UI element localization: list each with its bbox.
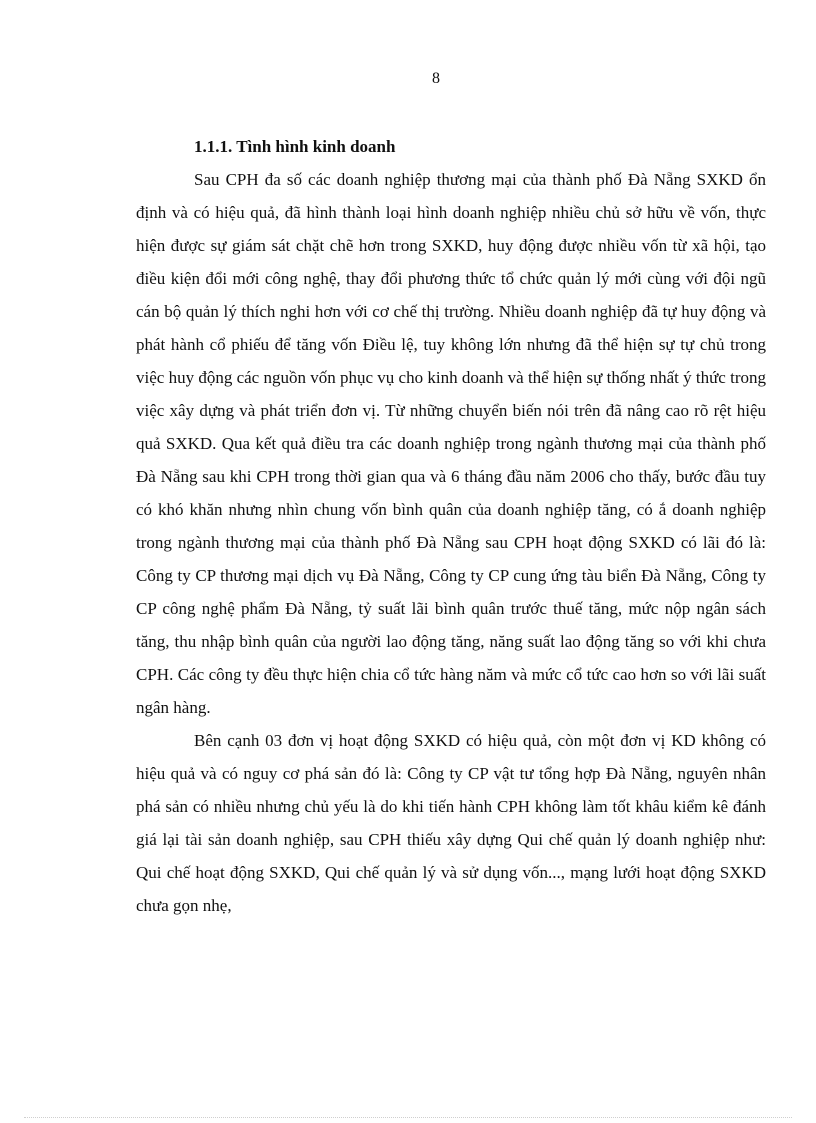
document-body <box>136 130 766 922</box>
page-number: 8 <box>432 70 440 87</box>
paragraph-1: Sau CPH đa số các doanh nghiệp thương mại của thành phố Đà Nẵng SXKD ổn định và có hiệu quả, đã hình thành loại hình doanh nghiệp nhiều chủ sở hữu về vốn, thực hiện được sự giám sát chặt chẽ hơn trong SXKD, huy động được nhiều vốn từ xã hội, tạo điều kiện đổi mới công nghệ, thay đổi phương thức tổ chức quản lý mới cùng với đội ngũ cán bộ quản lý thích nghi hơn với cơ chế thị trường. Nhiều doanh nghiệp đã tự huy động và phát hành cổ phiếu để tăng vốn Điều lệ, tuy không lớn nhưng đã thể hiện sự tự chủ trong việc huy động các nguồn vốn phục vụ cho kinh doanh và thể hiện sự thống nhất ý thức trong việc xây dựng và phát triển đơn vị. Từ những chuyển biến nói trên đã nâng cao rõ rệt hiệu quả SXKD. Qua kết quả điều tra các doanh nghiệp trong ngành thương mại của thành phố Đà Nẵng sau khi CPH trong thời gian qua và 6 tháng đầu năm 2006 cho thấy, bước đầu tuy có khó khăn nhưng nhìn chung vốn bình quân của doanh nghiệp tăng, có ắ doanh nghiệp trong ngành thương mại của thành phố Đà Nẵng sau CPH hoạt động SXKD có lãi đó là: Công ty CP thương mại dịch vụ Đà Nẵng, Công ty CP cung ứng tàu biển Đà Nẵng, Công ty CP công nghệ phẩm Đà Nẵng, tỷ suất lãi bình quân trước thuế tăng, mức nộp ngân sách tăng, thu nhập bình quân của người lao động tăng, năng suất lao động tăng so với khi chưa CPH. Các công ty đều thực hiện chia cổ tức hàng năm và mức cổ tức cao hơn so với lãi suất ngân hàng. <box>136 170 766 717</box>
page-bottom-divider <box>24 1117 792 1118</box>
paragraph-2: Bên cạnh 03 đơn vị hoạt động SXKD có hiệu quả, còn một đơn vị KD không có hiệu quả và có nguy cơ phá sản đó là: Công ty CP vật tư tổng hợp Đà Nẵng, nguyên nhân phá sản có nhiều nhưng chủ yếu là do khi tiến hành CPH không làm tốt khâu kiểm kê đánh giá lại tài sản doanh nghiệp, sau CPH thiếu xây dựng Qui chế quản lý doanh nghiệp như: Qui chế hoạt động SXKD, Qui chế quản lý và sử dụng vốn..., mạng lưới hoạt động SXKD chưa gọn nhẹ, <box>136 731 766 915</box>
section-heading: 1.1.1. Tình hình kinh doanh <box>194 137 396 156</box>
